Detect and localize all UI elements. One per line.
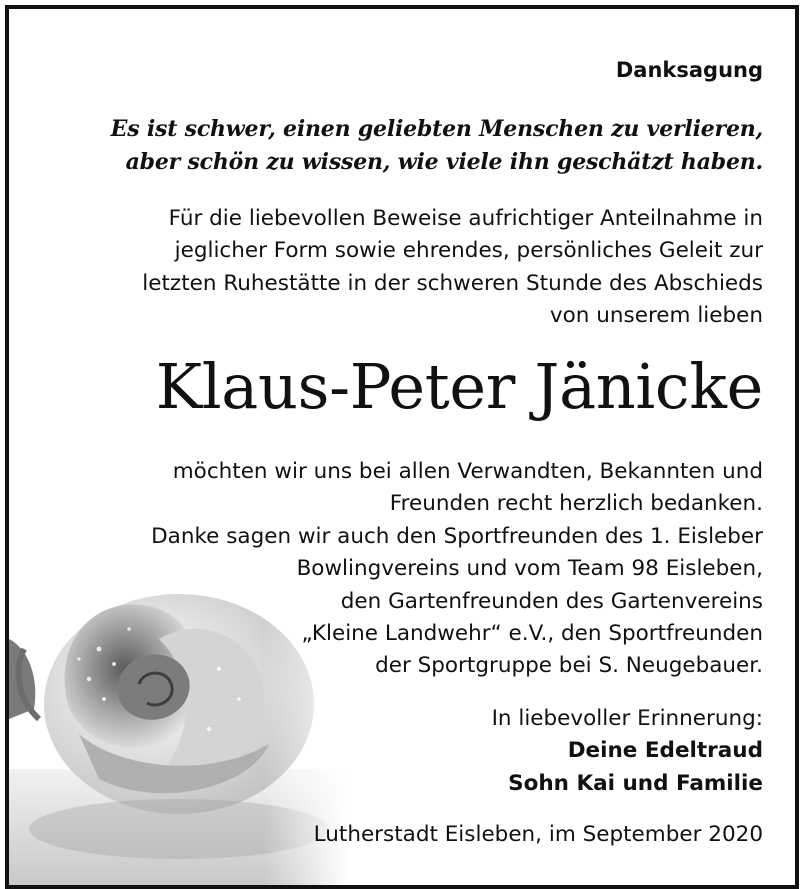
place-date: Lutherstadt Eisleben, im September 2020 <box>313 822 763 847</box>
intro-line: letzten Ruhestätte in der schweren Stunde des Abschieds <box>142 270 763 296</box>
intro-text <box>142 203 763 333</box>
thanks-text <box>151 456 763 683</box>
intro-line: von unserem lieben <box>549 303 763 329</box>
obituary-notice <box>5 5 799 889</box>
signatory: Deine Edeltraud <box>567 738 763 764</box>
thanks-line: Freunden recht herzlich bedanken. <box>389 491 763 517</box>
quote <box>111 113 763 179</box>
thanks-line: den Gartenfreunden des Gartenvereins <box>340 588 763 614</box>
closing-text: In liebevoller Erinnerung: <box>491 706 763 731</box>
thanks-line: der Sportgruppe bei S. Neugebauer. <box>375 653 763 679</box>
thanks-line: möchten wir uns bei allen Verwandten, Bekannten und <box>172 459 763 484</box>
quote-line: Es ist schwer, einen geliebten Menschen zu verlieren, <box>110 116 763 142</box>
intro-line: Für die liebevollen Beweise aufrichtiger Anteilnahme in <box>168 206 763 231</box>
thanks-line: Danke sagen wir auch den Sportfreunden des 1. Eisleber <box>151 523 763 549</box>
heading: Danksagung <box>615 58 763 82</box>
thanks-line: Bowlingvereins und vom Team 98 Eisleben, <box>296 556 763 582</box>
intro-line: jeglicher Form sowie ehrendes, persönliches Geleit zur <box>174 238 763 264</box>
quote-line: aber schön zu wissen, wie viele ihn geschätzt haben. <box>125 149 763 175</box>
signatory: Sohn Kai und Familie <box>508 770 763 796</box>
signature-block <box>492 703 763 800</box>
thanks-line: „Kleine Landwehr“ e.V., den Sportfreunden <box>301 621 763 647</box>
deceased-name: Klaus-Peter Jänicke <box>155 350 763 423</box>
